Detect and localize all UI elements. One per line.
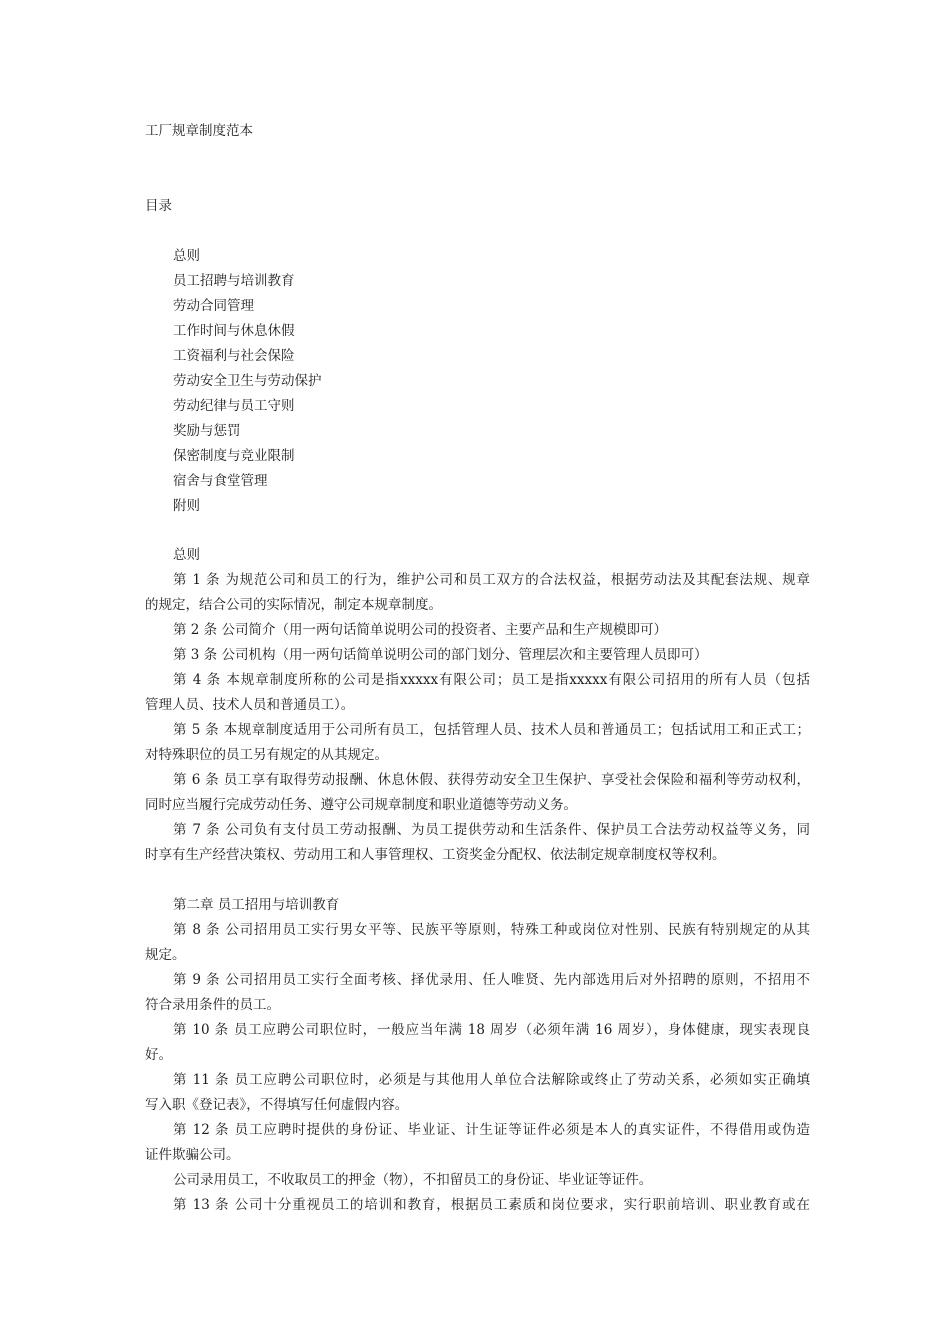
article-1-line-1: 第 1 条 为规范公司和员工的行为，维护公司和员工双方的合法权益，根据劳动法及其配套法规、规章: [173, 572, 810, 588]
article-8-line-1: 第 8 条 公司招用员工实行男女平等、民族平等原则，特殊工种或岗位对性别、民族有特别规定的从其: [173, 922, 810, 938]
article-7-line-2: 时享有生产经营决策权、劳动用工和人事管理权、工资奖金分配权、依法制定规章制度权等权利。: [145, 847, 726, 863]
article-7-line-1: 第 7 条 公司负有支付员工劳动报酬、为员工提供劳动和生活条件、保护员工合法劳动权益等义务，同: [173, 822, 810, 838]
article-12-note: 公司录用员工，不收取员工的押金（物），不扣留员工的身份证、毕业证等证件。: [173, 1172, 653, 1188]
toc-item: 劳动纪律与员工守则: [173, 398, 295, 414]
article-13-line-1: 第 13 条 公司十分重视员工的培训和教育，根据员工素质和岗位要求，实行职前培训、职业教育或在: [173, 1197, 810, 1213]
article-9-line-2: 符合录用条件的员工。: [145, 997, 280, 1013]
article-2: 第 2 条 公司简介（用一两句话简单说明公司的投资者、主要产品和生产规模即可）: [173, 622, 667, 638]
article-1-line-2: 的规定，结合公司的实际情况，制定本规章制度。: [145, 597, 442, 613]
article-4-line-1: 第 4 条 本规章制度所称的公司是指xxxxx有限公司；员工是指xxxxx有限公司招用的所有人员（包括: [173, 672, 810, 688]
article-6-line-2: 同时应当履行完成劳动任务、遵守公司规章制度和职业道德等劳动义务。: [145, 797, 577, 813]
article-8-line-2: 规定。: [145, 947, 186, 963]
toc-item: 宿舍与食堂管理: [173, 473, 268, 489]
toc-item: 附则: [173, 498, 200, 514]
article-5-line-1: 第 5 条 本规章制度适用于公司所有员工，包括管理人员、技术人员和普通员工；包括试用工和正式工；: [173, 722, 810, 738]
section-heading-general: 总则: [173, 547, 200, 563]
chapter-2-heading: 第二章 员工招用与培训教育: [173, 897, 340, 913]
article-11-line-1: 第 11 条 员工应聘公司职位时，必须是与其他用人单位合法解除或终止了劳动关系，必须如实正确填: [173, 1072, 810, 1088]
blank-line: [145, 870, 810, 895]
article-11-line-2: 写入职《登记表》，不得填写任何虚假内容。: [145, 1097, 409, 1113]
article-4-line-2: 管理人员、技术人员和普通员工）。: [145, 697, 355, 713]
article-12-line-2: 证件欺骗公司。: [145, 1147, 240, 1163]
article-6-line-1: 第 6 条 员工享有取得劳动报酬、休息休假、获得劳动安全卫生保护、享受社会保险和福利等劳动权利，: [173, 772, 810, 788]
document-body: [145, 545, 810, 1220]
toc-heading: 目录: [145, 198, 172, 214]
article-9-line-1: 第 9 条 公司招用员工实行全面考核、择优录用、任人唯贤、先内部选用后对外招聘的原则，不招用不: [173, 972, 810, 988]
article-12-line-1: 第 12 条 员工应聘时提供的身份证、毕业证、计生证等证件必须是本人的真实证件，不得借用或伪造: [173, 1122, 810, 1138]
toc-item: 员工招聘与培训教育: [173, 273, 295, 289]
toc-item: 工作时间与休息休假: [173, 323, 295, 339]
article-3: 第 3 条 公司机构（用一两句话简单说明公司的部门划分、管理层次和主要管理人员即可）: [173, 647, 708, 663]
toc-item: 保密制度与竞业限制: [173, 448, 295, 464]
table-of-contents: [173, 246, 322, 521]
toc-item: 奖励与惩罚: [173, 423, 241, 439]
toc-item: 劳动安全卫生与劳动保护: [173, 373, 322, 389]
toc-item: 总则: [173, 248, 200, 264]
toc-item: 工资福利与社会保险: [173, 348, 295, 364]
article-10-line-1: 第 10 条 员工应聘公司职位时，一般应当年满 18 周岁（必须年满 16 周岁），身体健康，现实表现良: [173, 1022, 810, 1038]
article-10-line-2: 好。: [145, 1047, 172, 1063]
toc-item: 劳动合同管理: [173, 298, 254, 314]
article-5-line-2: 对特殊职位的员工另有规定的从其规定。: [145, 747, 388, 763]
document-title: 工厂规章制度范本: [145, 123, 253, 139]
